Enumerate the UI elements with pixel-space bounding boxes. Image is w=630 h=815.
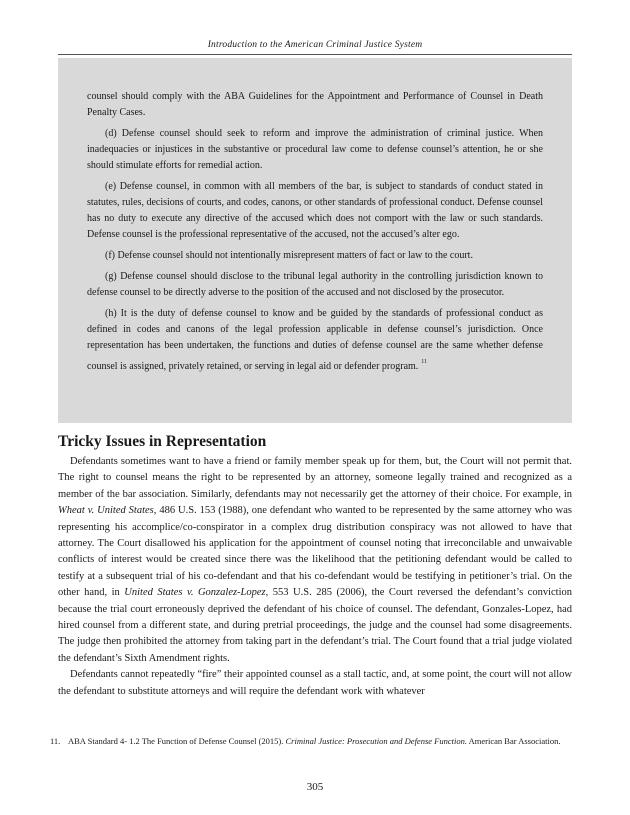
box-paragraph-last [87, 306, 543, 375]
page-number: 305 [306, 781, 324, 793]
footnote-title: Criminal Justice: Prosecution and Defense Function. [285, 736, 467, 746]
section-heading: Tricky Issues in Representation [58, 433, 267, 450]
case-citation: United States v. Gonzalez-Lopez [124, 587, 266, 599]
footnote-text-run: American Bar Association. [466, 736, 561, 746]
footnote-text [68, 735, 572, 748]
quoted-standard-box [58, 58, 572, 423]
body-text-run: , 486 U.S. 153 (1988), one defendant who wanted to be represented by the same attorney who was representing his accomplice/co-conspirator in a complex drug distribution conspiracy was not allowed to have that attorney. The Court disallowed his application for the appointment of counsel noting that irreconcilable and unwaivable conflicts of interest would be created since there was the likelihood that the petitioning defendant would be called to testify at a subsequent trial of his co-defendant and that his co-defendant would be testifying in petitioner’s trial. On the other hand, in [58, 505, 572, 599]
body-paragraph: Defendants cannot repeatedly “fire” their appointed counsel as a stall tactic, and, at some point, the court will not allow the defendant to substitute attorneys and will require the defendant work with whatever [58, 669, 572, 697]
box-paragraph: (g) Defense counsel should disclose to the tribunal legal authority in the controlling jurisdiction known to defense counsel to be directly adverse to the position of the accused and not disclosed by the prosecutor. [87, 271, 543, 298]
body-text-run: , 553 U.S. 285 (2006), the Court reversed the defendant’s conviction because the trial court erroneously deprived the defendant of his choice of counsel. The defendant, Gonzales-Lopez, had hired counsel from a different state, and during pretrial proceedings, the judge and the counsel had some disagreements. The judge then prohibited the attorney from taking part in the defendant’s trial. The Court found that a trial judge violated the defendant’s Sixth Amendment rights. [58, 587, 572, 664]
body-text-run: Defendants sometimes want to have a friend or family member speak up for them, but, the Court will not permit that. The right to counsel means the right to be represented by an attorney, someone legally trained and recognized as a member of the bar association. Similarly, defendants may not necessarily get the attorney of their choice. For example, in [58, 456, 572, 500]
box-paragraph: (d) Defense counsel should seek to reform and improve the administration of criminal justice. When inadequacies or injustices in the substantive or procedural law come to defense counsel’s attention, he or she should stimulate efforts for remedial action. [87, 128, 543, 171]
case-citation: Wheat v. United States [58, 505, 154, 517]
footnote-text-run: ABA Standard 4- 1.2 The Function of Defense Counsel (2015). [68, 736, 286, 746]
box-paragraph: counsel should comply with the ABA Guidelines for the Appointment and Performance of Counsel in Death Penalty Cases. [87, 91, 543, 118]
header-rule [58, 54, 572, 55]
box-paragraph-text: (h) It is the duty of defense counsel to know and be guided by the standards of professional conduct as defined in codes and canons of the legal profession applicable in defense counsel’s jurisdiction. Once representation has been undertaken, the functions and duties of defense counsel are the same whether defense counsel is assigned, privately retained, or serving in legal aid or defender program. [87, 308, 543, 372]
section-body [58, 454, 572, 700]
footnote-marker[interactable]: 11 [421, 359, 428, 365]
footnote-number: 11. [50, 736, 61, 746]
footnote [50, 735, 572, 748]
box-paragraph: (e) Defense counsel, in common with all members of the bar, is subject to standards of conduct stated in statutes, rules, decisions of courts, and codes, canons, or other standards of professional conduct. Defense counsel has no duty to execute any directive of the accused which does not comport with the law or such standards. Defense counsel is the professional representative of the accused, not the accused’s alter ego. [87, 181, 543, 240]
box-paragraph: (f) Defense counsel should not intentionally misrepresent matters of fact or law to the court. [105, 250, 473, 261]
running-header: Introduction to the American Criminal Justice System [207, 40, 423, 50]
quoted-standard-text [87, 89, 543, 380]
body-paragraph [58, 454, 572, 667]
